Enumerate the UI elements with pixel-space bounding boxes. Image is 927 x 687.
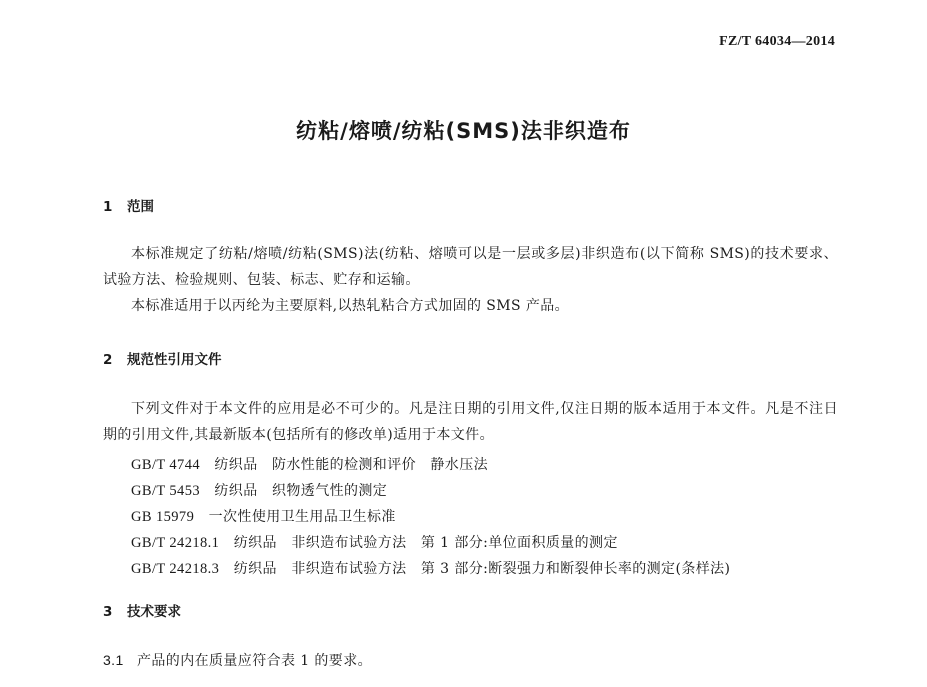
section-title: 范围 <box>127 199 154 215</box>
clause-number: 3.1 <box>103 652 124 668</box>
section-number: 3 <box>103 604 113 620</box>
reference-title: 纺织品 非织造布试验方法 第 3 部分:断裂强力和断裂伸长率的测定(条样法) <box>233 561 731 577</box>
section-3-heading <box>103 600 181 620</box>
section-2-paragraph-1: 下列文件对于本文件的应用是必不可少的。凡是注日期的引用文件,仅注日期的版本适用于本文件。凡是不注日期的引用文件,其最新版本(包括所有的修改单)适用于本文件。 <box>103 401 838 443</box>
section-title: 技术要求 <box>127 604 181 620</box>
reference-title: 一次性使用卫生用品卫生标准 <box>208 509 396 525</box>
reference-title: 纺织品 防水性能的检测和评价 静水压法 <box>214 457 489 473</box>
section-number: 2 <box>103 352 113 368</box>
reference-item <box>131 556 730 582</box>
section-1-paragraph-2: 本标准适用于以丙纶为主要原料,以热轧粘合方式加固的 SMS 产品。 <box>131 298 570 314</box>
reference-title: 纺织品 非织造布试验方法 第 1 部分:单位面积质量的测定 <box>233 535 618 551</box>
reference-item <box>131 504 730 530</box>
clause-3-1 <box>103 650 372 670</box>
reference-code: GB 15979 <box>131 509 195 525</box>
standard-number: FZ/T 64034—2014 <box>719 34 835 49</box>
normative-reference-list <box>131 452 730 582</box>
reference-code: GB/T 4744 <box>131 457 200 473</box>
document-title: 纺粘/熔喷/纺粘(SMS)法非织造布 <box>296 119 631 143</box>
reference-code: GB/T 5453 <box>131 483 200 499</box>
section-title: 规范性引用文件 <box>127 352 222 368</box>
reference-item <box>131 478 730 504</box>
reference-title: 纺织品 织物透气性的测定 <box>214 483 388 499</box>
section-1-paragraph-1: 本标准规定了纺粘/熔喷/纺粘(SMS)法(纺粘、熔喷可以是一层或多层)非织造布(以下简称 SMS)的技术要求、试验方法、检验规则、包装、标志、贮存和运输。 <box>103 246 838 288</box>
reference-code: GB/T 24218.1 <box>131 535 220 551</box>
reference-item <box>131 452 730 478</box>
clause-text: 产品的内在质量应符合表 1 的要求。 <box>137 653 373 669</box>
section-1-heading <box>103 195 154 215</box>
section-number: 1 <box>103 199 113 215</box>
reference-item <box>131 530 730 556</box>
reference-code: GB/T 24218.3 <box>131 561 220 577</box>
section-2-heading <box>103 348 222 368</box>
